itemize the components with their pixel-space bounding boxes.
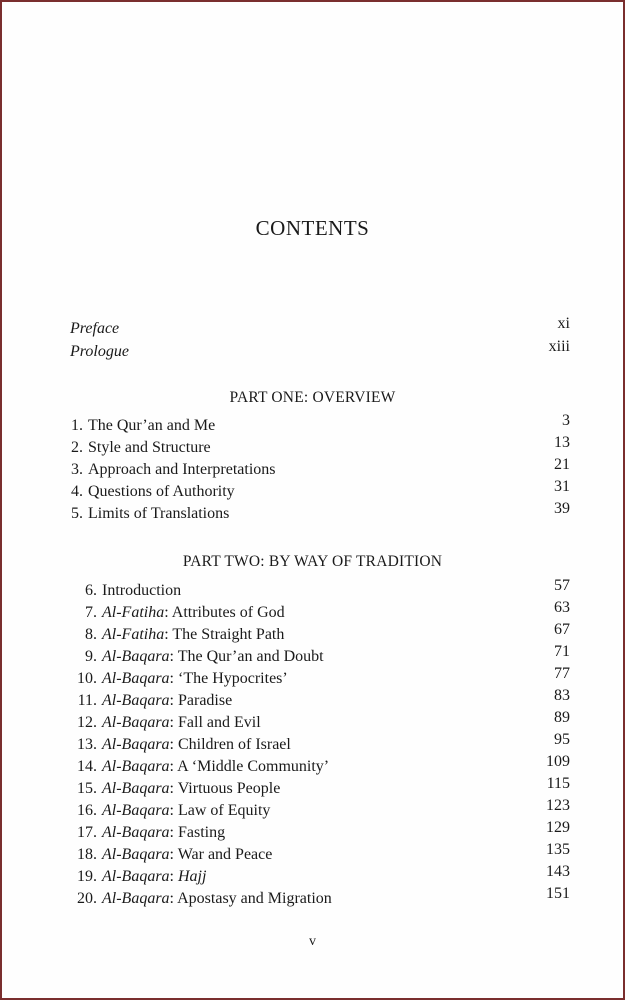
surah-name: Al-Baqara xyxy=(102,670,170,687)
part-two-heading: PART TWO: BY WAY OF TRADITION xyxy=(182,553,443,570)
toc-page-number: 115 xyxy=(546,775,570,792)
toc-entry-text: : ‘The Hypocrites’ xyxy=(169,670,288,687)
toc-entry-number: 10. xyxy=(77,670,97,687)
toc-entry xyxy=(70,775,570,800)
toc-entry-text: Style and Structure xyxy=(88,439,211,456)
toc-entry-number: 3. xyxy=(71,461,83,478)
toc-entry-number: 11. xyxy=(77,692,97,709)
toc-entry xyxy=(70,577,570,602)
toc-entry-prologue xyxy=(70,338,570,363)
toc-entry-number: 12. xyxy=(77,714,97,731)
surah-name: Al-Baqara xyxy=(102,780,170,797)
toc-entry-text: : xyxy=(169,868,178,885)
surah-name: Al-Baqara xyxy=(102,758,170,775)
toc-entry-number: 20. xyxy=(77,890,97,907)
toc-entry-number: 17. xyxy=(77,824,97,841)
toc-entry-number: 19. xyxy=(77,868,97,885)
surah-name: Al-Fatiha xyxy=(102,604,165,621)
toc-entry-text: : The Straight Path xyxy=(164,626,285,643)
chapter-emphasis: Hajj xyxy=(178,868,207,885)
toc-entry-text: : Virtuous People xyxy=(169,780,281,797)
page-title: CONTENTS xyxy=(255,216,370,240)
toc-entry-number: 7. xyxy=(85,604,97,621)
toc-entry-number: 5. xyxy=(71,505,83,522)
toc-page-number: 151 xyxy=(546,885,570,902)
toc-entry-text: : Fasting xyxy=(169,824,226,841)
surah-name: Al-Baqara xyxy=(102,802,170,819)
toc-entry xyxy=(70,412,570,437)
toc-entry-number: 16. xyxy=(77,802,97,819)
toc-entry-text: : Attributes of God xyxy=(164,604,285,621)
toc-entry xyxy=(70,478,570,503)
toc-page-number: 39 xyxy=(554,500,570,517)
toc-page-number: 95 xyxy=(554,731,570,748)
toc-entry-number: 4. xyxy=(71,483,83,500)
surah-name: Al-Baqara xyxy=(102,648,170,665)
toc-entry-text: Questions of Authority xyxy=(88,483,235,500)
toc-entry xyxy=(70,709,570,734)
toc-page-number: xiii xyxy=(548,338,570,355)
toc-entry xyxy=(70,599,570,624)
toc-page-number: 13 xyxy=(554,434,570,451)
toc-entry-text: : War and Peace xyxy=(169,846,273,863)
toc-entry-text: Introduction xyxy=(102,582,182,599)
toc-entry-number: 6. xyxy=(85,582,97,599)
toc-entry xyxy=(70,885,570,910)
toc-entry xyxy=(70,687,570,712)
toc-entry xyxy=(70,665,570,690)
toc-entry-number: 18. xyxy=(77,846,97,863)
surah-name: Al-Baqara xyxy=(102,890,170,907)
toc-entry-text: : Fall and Evil xyxy=(169,714,261,731)
toc-page-number: 123 xyxy=(546,797,570,814)
page-folio: v xyxy=(309,934,316,949)
surah-name: Al-Baqara xyxy=(102,846,170,863)
toc-page-number: 143 xyxy=(546,863,570,880)
toc-entry xyxy=(70,753,570,778)
toc-entry xyxy=(70,797,570,822)
toc-entry xyxy=(70,456,570,481)
toc-entry-text: Preface xyxy=(70,320,120,337)
toc-entry-text: : Paradise xyxy=(169,692,233,709)
toc-entry-text: : The Qur’an and Doubt xyxy=(169,648,324,665)
surah-name: Al-Baqara xyxy=(102,736,170,753)
toc-entry xyxy=(70,500,570,525)
toc-entry-number: 1. xyxy=(71,417,83,434)
surah-name: Al-Baqara xyxy=(102,692,170,709)
toc-page-number: 135 xyxy=(546,841,570,858)
toc-entry-text: Prologue xyxy=(70,343,129,360)
toc-entry xyxy=(70,731,570,756)
toc-page-number: 89 xyxy=(554,709,570,726)
toc-page-number: 3 xyxy=(562,412,570,429)
toc-page-number: 31 xyxy=(554,478,570,495)
toc-entry-text: : Apostasy and Migration xyxy=(169,890,332,907)
toc-entry-preface xyxy=(70,315,570,340)
toc-entry-text: : Law of Equity xyxy=(169,802,271,819)
toc-entry-number: 2. xyxy=(71,439,83,456)
toc-entry-text: Limits of Translations xyxy=(88,505,230,522)
toc-entry xyxy=(70,863,570,888)
toc-page-number: 63 xyxy=(554,599,570,616)
toc-entry xyxy=(70,621,570,646)
surah-name: Al-Baqara xyxy=(102,868,170,885)
surah-name: Al-Fatiha xyxy=(102,626,165,643)
toc-entry xyxy=(70,643,570,668)
toc-entry xyxy=(70,434,570,459)
toc-page-number: 71 xyxy=(554,643,570,660)
surah-name: Al-Baqara xyxy=(102,714,170,731)
toc-entry-text: : Children of Israel xyxy=(169,736,291,753)
toc-entry xyxy=(70,819,570,844)
toc-entry xyxy=(70,841,570,866)
toc-page-number: 77 xyxy=(554,665,570,682)
toc-page-number: 57 xyxy=(554,577,570,594)
toc-page-number: 109 xyxy=(546,753,570,770)
toc-entry-number: 8. xyxy=(85,626,97,643)
toc-page-number: 21 xyxy=(554,456,570,473)
toc-page-number: xi xyxy=(557,315,570,332)
toc-page-number: 129 xyxy=(546,819,570,836)
toc-page-number: 67 xyxy=(554,621,570,638)
toc-entry-text: : A ‘Middle Community’ xyxy=(169,758,330,775)
toc-entry-number: 15. xyxy=(77,780,97,797)
toc-page-number: 83 xyxy=(554,687,570,704)
toc-entry-text: Approach and Interpretations xyxy=(88,461,276,478)
surah-name: Al-Baqara xyxy=(102,824,170,841)
toc-entry-number: 13. xyxy=(77,736,97,753)
part-one-heading: PART ONE: OVERVIEW xyxy=(229,389,396,406)
toc-entry-text: The Qur’an and Me xyxy=(88,417,216,434)
toc-entry-number: 14. xyxy=(77,758,97,775)
toc-entry-number: 9. xyxy=(85,648,97,665)
